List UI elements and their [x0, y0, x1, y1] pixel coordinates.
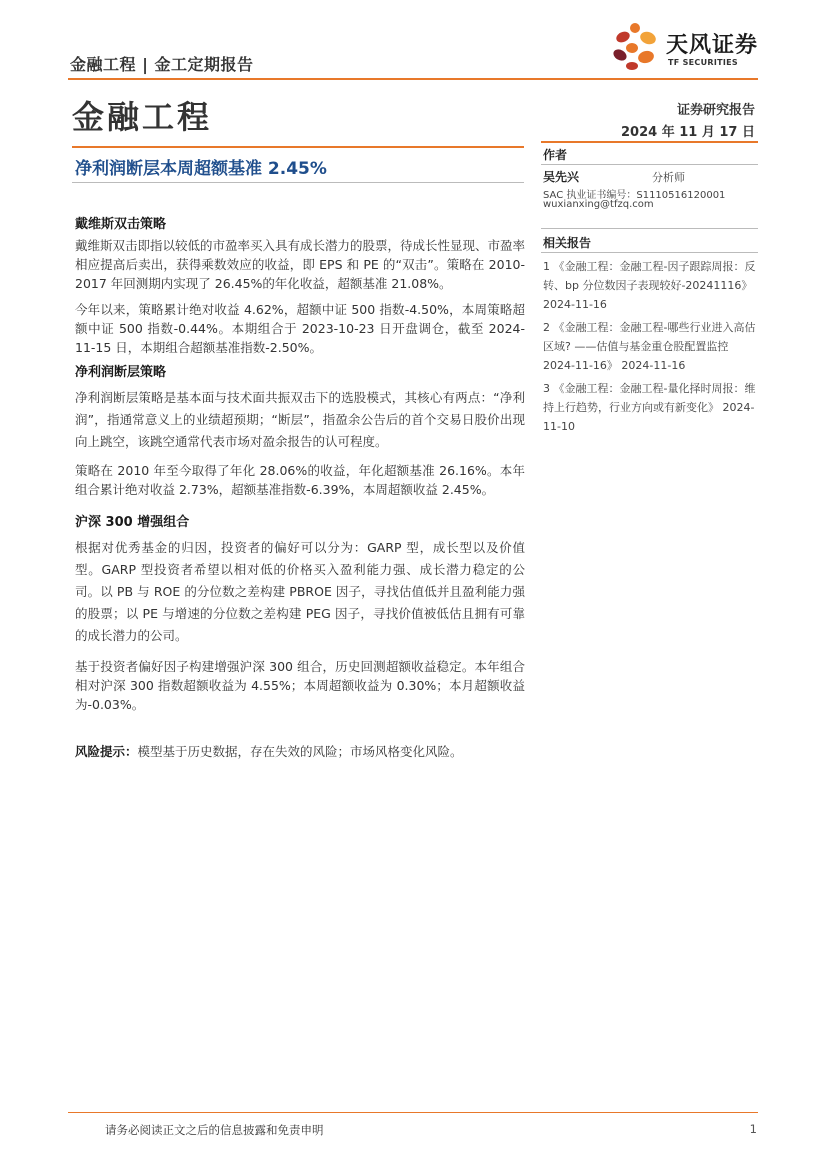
related-heading: 相关报告	[543, 236, 592, 250]
related-report-item[interactable]: 3 《金融工程：金融工程-量化择时周报：维持上行趋势，行业方向或有新变化》 2024-11-10	[543, 382, 756, 433]
section-body-hs300-enhanced	[75, 537, 525, 714]
tf-securities-logo	[610, 22, 760, 72]
section-heading-net-profit-gap: 净利润断层策略	[75, 365, 167, 380]
logo-text-en: TF SECURITIES	[668, 58, 738, 67]
section-heading-davis: 戴维斯双击策略	[75, 217, 167, 232]
section-heading-hs300-enhanced: 沪深 300 增强组合	[75, 515, 190, 530]
related-report-item[interactable]: 2 《金融工程：金融工程-哪些行业进入高估区域? ——估值与基金重仓股配置监控 2024-11-16》 2024-11-16	[543, 321, 756, 372]
page-title: 金融工程	[72, 98, 213, 136]
title-rule-right	[541, 141, 758, 143]
logo-mark-icon	[610, 22, 662, 72]
report-subtitle: 净利润断层本周超额基准 2.45%	[75, 159, 327, 179]
author-cert: SAC 执业证书编号：S1110516120001	[543, 190, 726, 201]
section-body-davis	[75, 236, 525, 357]
footer-disclaimer: 请务必阅读正文之后的信息披露和免责申明	[105, 1123, 324, 1137]
paragraph: 今年以来，策略累计绝对收益 4.62%，超额中证 500 指数-4.50%，本周策略超额中证 500 指数-0.44%。本期组合于 2023-10-23 日开盘调仓，截至 2024-11-15 日，本期组合超额基准指数-2.50%。	[75, 302, 525, 355]
header-rule	[68, 78, 758, 80]
paragraph: 根据对优秀基金的归因，投资者的偏好可以分为：GARP 型，成长型以及价值型。GARP 型投资者希望以相对低的价格买入盈利能力强、成长潜力稳定的公司。以 PB 与 ROE 的分位数之差构建 PBROE 因子，寻找估值低并且盈利能力强的股票；以 PE 与增速的分位数之差构建 PEG 因子，寻找价值被低估且拥有可靠的成长潜力的公司。	[75, 540, 525, 643]
author-role: 分析师	[652, 171, 685, 184]
report-type: 证券研究报告	[676, 103, 755, 118]
logo-text-cn: 天风证券	[666, 33, 759, 58]
paragraph: 策略在 2010 年至今取得了年化 28.06%的收益，年化超额基准 26.16%。本年组合累计绝对收益 2.73%，超额基准指数-6.39%，本周超额收益 2.45%。	[75, 463, 525, 497]
title-rule-left	[72, 146, 524, 148]
paragraph: 基于投资者偏好因子构建增强沪深 300 组合，历史回测超额收益稳定。本年组合相对沪深 300 指数超额收益为 4.55%；本周超额收益为 0.30%；本月超额收益为-0.03%。	[75, 659, 525, 712]
risk-text: 模型基于历史数据，存在失效的风险；市场风格变化风险。	[137, 744, 463, 759]
header-section-label: 金融工程 | 金工定期报告	[70, 55, 254, 74]
author-name: 吴先兴	[543, 170, 580, 184]
paragraph: 戴维斯双击即指以较低的市盈率买入具有成长潜力的股票，待成长性显现、市盈率相应提高后卖出，获得乘数效应的收益，即 EPS 和 PE 的“双击”。策略在 2010-2017 年回测期内实现了 26.45%的年化收益，超额基准 21.08%。	[75, 238, 526, 291]
author-divider	[541, 164, 758, 165]
author-heading: 作者	[543, 148, 568, 162]
author-email[interactable]: wuxianxing@tfzq.com	[543, 199, 654, 210]
page-number: 1	[749, 1122, 757, 1136]
risk-label: 风险提示：	[75, 744, 138, 759]
paragraph: 净利润断层策略是基本面与技术面共振双击下的选股模式，其核心有两点：“净利润”，指通常意义上的业绩超预期；“断层”，指盈余公告后的首个交易日股价出现向上跳空，该跳空通常代表市场对盈余报告的认可程度。	[75, 390, 525, 449]
related-top-rule	[541, 228, 758, 229]
section-body-net-profit-gap	[75, 387, 525, 499]
related-divider	[541, 252, 758, 253]
subtitle-divider	[72, 182, 524, 183]
related-report-item[interactable]: 1 《金融工程：金融工程-因子跟踪周报：反转、bp 分位数因子表现较好-20241116》 2024-11-16	[543, 260, 756, 311]
footer-rule	[68, 1112, 758, 1113]
related-reports-list	[543, 257, 758, 440]
report-date: 2024 年 11 月 17 日	[621, 125, 755, 140]
risk-warning	[75, 742, 525, 761]
